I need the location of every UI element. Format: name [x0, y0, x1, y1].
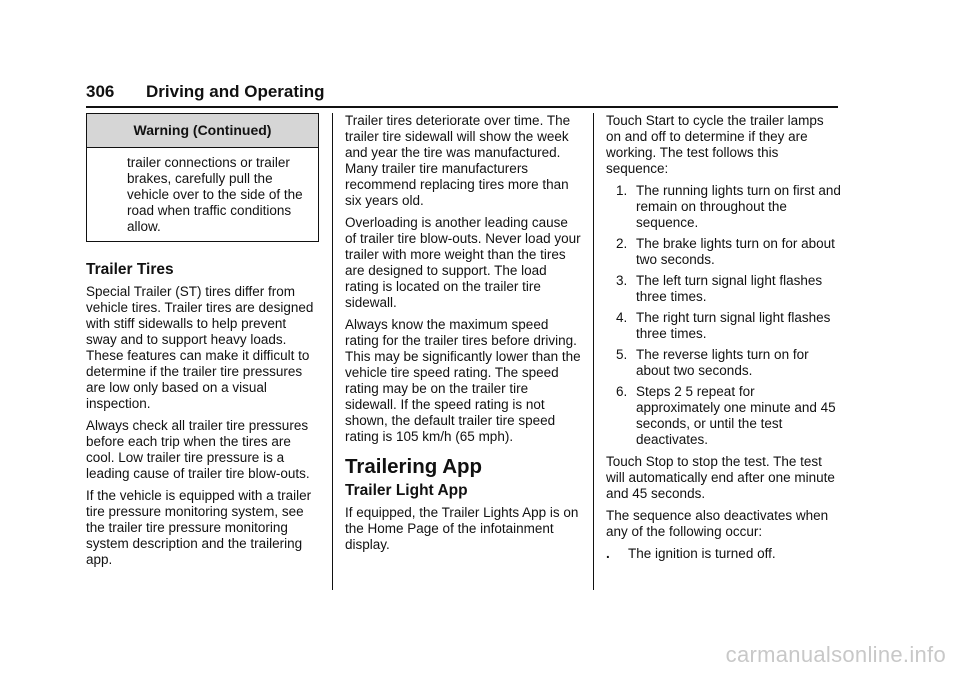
paragraph: If equipped, the Trailer Lights App is on the Home Page of the infotainment display.: [345, 505, 579, 552]
bullet-text: The ignition is turned off.: [628, 546, 776, 561]
column-divider: [332, 113, 333, 590]
step-number: 3.: [616, 273, 628, 288]
list-item: [606, 183, 842, 231]
step-text: The reverse lights turn on for about two seconds.: [636, 347, 809, 378]
bullet-icon: .: [606, 546, 610, 561]
warning-body: trailer connections or trailer brakes, carefully pull the vehicle over to the side of the road when traffic conditions allow.: [127, 155, 303, 234]
warning-box: [86, 113, 319, 242]
step-number: 2.: [616, 236, 628, 251]
trailer-light-app-subheading: Trailer Light App: [345, 482, 468, 499]
paragraph: Overloading is another leading cause of trailer tire blow-outs. Never load your trailer with more weight than the tires are designed to support. The load rating is located on the trailer tire sidewall.: [345, 215, 581, 310]
paragraph: If the vehicle is equipped with a trailer tire pressure monitoring system, see the trailer tire pressure monitoring system description and the trailering app.: [86, 488, 312, 567]
list-item: [606, 384, 842, 448]
step-text: The right turn signal light flashes three times.: [636, 310, 831, 341]
trailer-tires-heading: Trailer Tires: [86, 261, 174, 278]
step-text: Steps 2 5 repeat for approximately one minute and 45 seconds, or until the test deactivates.: [636, 384, 836, 447]
step-number: 6.: [616, 384, 628, 399]
section-title: Driving and Operating: [146, 82, 325, 101]
test-sequence-list: [606, 183, 842, 448]
paragraph: The sequence also deactivates when any of the following occur:: [606, 508, 829, 539]
list-item: [606, 347, 842, 379]
step-text: The brake lights turn on for about two seconds.: [636, 236, 835, 267]
bullet-item: [606, 546, 842, 562]
page-number: 306: [86, 82, 115, 101]
page-header: [86, 82, 838, 108]
column-divider: [593, 113, 594, 590]
paragraph: Always check all trailer tire pressures before each trip when the tires are cool. Low trailer tire pressure is a leading cause of trailer tire blow-outs.: [86, 418, 310, 481]
watermark: carmanualsonline.info: [725, 642, 946, 667]
paragraph: Always know the maximum speed rating for the trailer tires before driving. This may be significantly lower than the vehicle tire speed rating. The speed rating may be on the trailer tire sidewall. If the speed rating is not shown, the default trailer tire speed rating is 105 km/h (65 mph).: [345, 317, 581, 444]
paragraph: Trailer tires deteriorate over time. The trailer tire sidewall will show the week and year the tire was manufactured. Many trailer tire manufacturers recommend replacing tires more than six years old.: [345, 113, 571, 208]
step-number: 1.: [616, 183, 628, 198]
intro-paragraph: Touch Start to cycle the trailer lamps on and off to determine if they are working. The test follows this sequence:: [606, 113, 824, 176]
trailering-app-heading: Trailering App: [345, 455, 483, 478]
column-1: [86, 113, 319, 574]
column-3: [606, 113, 842, 562]
paragraph: Touch Stop to stop the test. The test will automatically end after one minute and 45 seconds.: [606, 454, 835, 501]
step-text: The running lights turn on first and remain on throughout the sequence.: [636, 183, 841, 230]
list-item: [606, 310, 842, 342]
step-text: The left turn signal light flashes three times.: [636, 273, 823, 304]
list-item: [606, 273, 842, 305]
step-number: 4.: [616, 310, 628, 325]
paragraph: Special Trailer (ST) tires differ from vehicle tires. Trailer tires are designed with stiff sidewalls to help prevent sway and to support heavy loads. These features can make it difficult to determine if the trailer tire pressures are low only based on a visual inspection.: [86, 284, 314, 411]
column-2: [345, 113, 581, 559]
step-number: 5.: [616, 347, 628, 362]
list-item: [606, 236, 842, 268]
warning-title: Warning (Continued): [87, 114, 318, 148]
